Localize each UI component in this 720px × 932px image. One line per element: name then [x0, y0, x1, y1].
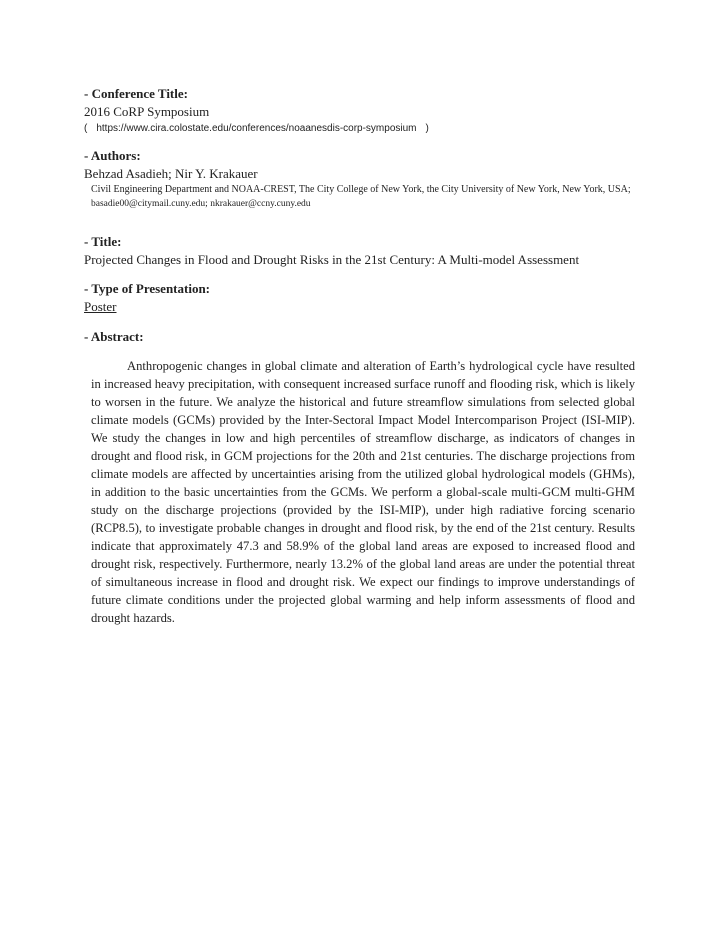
title-section	[84, 234, 579, 268]
presentation-type: Poster	[84, 299, 117, 314]
presentation-heading: - Type of Presentation:	[84, 281, 211, 296]
abstract-section	[84, 329, 144, 345]
author-emails: basadie00@citymail.cuny.edu; nkrakauer@ccny.cuny.edu	[91, 199, 311, 209]
paper-title: Projected Changes in Flood and Drought Risks in the 21st Century: A Multi-model Assessment	[84, 252, 580, 267]
abstract-heading: - Abstract:	[84, 329, 144, 344]
conference-url[interactable]: https://www.cira.colostate.edu/conferences/noaanesdis-corp-symposium	[96, 123, 417, 134]
abstract-body: Anthropogenic changes in global climate and alteration of Earth’s hydrological cycle have resulted in increased heavy precipitation, with consequent increased surface runoff and flooding risk, which is likely to worsen in the future. We analyze the historical and future streamflow simulations from selected global climate models (GCMs) provided by the Inter-Sectoral Impact Model Intercomparison Project (ISI-MIP). We study the changes in low and high percentiles of streamflow discharge, as indicators of changes in drought and flood risk, in GCM projections for the 20th and 21st centuries. The discharge projections from climate models are affected by uncertainties arising from the utilized global hydrological models (GHMs), in addition to the basic uncertainties from the GCMs. We perform a global-scale multi-GCM multi-GHM study on the discharge projections (provided by the ISI-MIP), under high radiative forcing scenario (RCP8.5), to investigate probable changes in drought and flood risk, by the end of the 21st century. Results indicate that approximately 47.3 and 58.9% of the global land areas are exposed to increased flood and drought risk, respectively. Furthermore, nearly 13.2% of the global land areas are under the potential threat of simultaneous increase in flood and drought risk. We expect our findings to improve understandings of future climate conditions under the projected global warming and help inform assessments of flood and drought hazards.	[91, 359, 635, 625]
title-heading: - Title:	[84, 234, 122, 249]
presentation-section	[84, 281, 210, 315]
conference-title: 2016 CoRP Symposium	[84, 104, 210, 119]
url-paren-open: (	[84, 123, 88, 134]
author-names: Behzad Asadieh; Nir Y. Krakauer	[84, 166, 258, 181]
authors-section	[84, 148, 636, 211]
conference-section	[84, 86, 429, 137]
conference-heading: - Conference Title:	[84, 86, 188, 101]
authors-heading: - Authors:	[84, 148, 141, 163]
url-paren-close: )	[425, 123, 429, 134]
conference-url-line	[84, 121, 429, 137]
author-affiliation: Civil Engineering Department and NOAA-CREST, The City College of New York, the City University of New York, New York, USA;	[91, 184, 631, 195]
